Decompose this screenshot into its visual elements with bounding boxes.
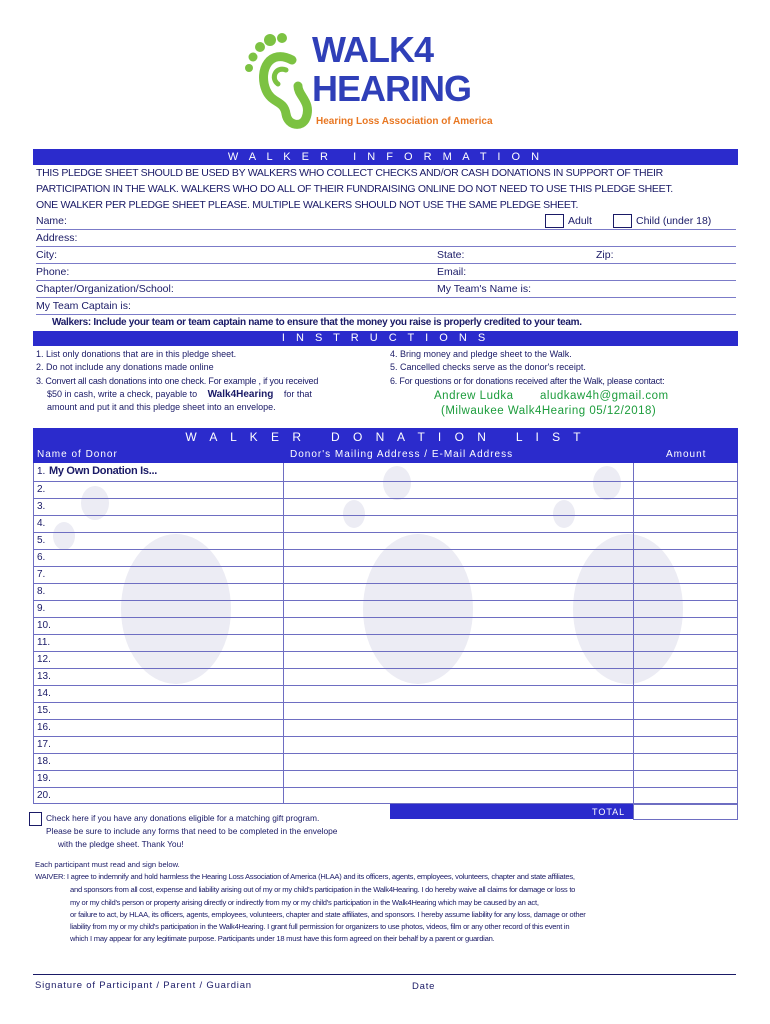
intro-line-2: PARTICIPATION IN THE WALK. WALKERS WHO DO ALL OF THEIR FUNDRAISING ONLINE DO NOT NEED TO USE THIS PLEDGE SHEET. bbox=[36, 183, 673, 195]
date-label: Date bbox=[412, 981, 436, 992]
total-label: TOTAL bbox=[592, 807, 626, 817]
row-number: 7. bbox=[37, 569, 46, 580]
matching-gift-checkbox[interactable] bbox=[29, 812, 42, 826]
row-number: 17. bbox=[37, 739, 51, 750]
donation-divider-2 bbox=[633, 463, 634, 803]
instruction-3b-post: for that bbox=[283, 389, 312, 399]
waiver-line-1: WAIVER: I agree to indemnify and hold harmless the Hearing Loss Association of America (HLAA) and its officers, agents, employees, volunteers, chapter and state affiliates, bbox=[35, 872, 575, 881]
instruction-3b bbox=[47, 389, 312, 400]
team-note: Walkers: Include your team or team captain name to ensure that the money you raise is properly credited to your team. bbox=[52, 317, 582, 328]
footprint-ear-icon bbox=[240, 30, 320, 130]
waiver-intro: Each participant must read and sign below. bbox=[35, 860, 180, 869]
donation-right-border bbox=[737, 463, 738, 820]
intro-line-1: THIS PLEDGE SHEET SHOULD BE USED BY WALKERS WHO COLLECT CHECKS AND/OR CASH DONATIONS IN SUPPORT OF THEIR bbox=[36, 167, 663, 179]
child-label: Child (under 18) bbox=[636, 215, 712, 227]
row-number: 16. bbox=[37, 722, 51, 733]
child-checkbox[interactable] bbox=[613, 214, 632, 228]
signature-line[interactable] bbox=[33, 974, 736, 975]
row-number: 9. bbox=[37, 603, 46, 614]
own-donation-label: My Own Donation Is... bbox=[49, 465, 157, 477]
row-number: 20. bbox=[37, 790, 51, 801]
name-field[interactable] bbox=[36, 229, 736, 230]
waiver-line-3: my or my child's person or property arising directly or indirectly from my or my child's participation in the Walk4Hearing which may be caused by an act, bbox=[70, 898, 539, 907]
instruction-3b-payee: Walk4Hearing bbox=[207, 389, 274, 400]
row-number: 2. bbox=[37, 484, 46, 495]
team-captain-field[interactable] bbox=[36, 314, 736, 315]
waiver-line-6: which I may appear for any legitimate purpose. Participants under 18 must have this form agreed on their behalf by a parent or guardian. bbox=[70, 934, 495, 943]
city-label: City: bbox=[36, 249, 57, 261]
row-number: 3. bbox=[37, 501, 46, 512]
row-number: 6. bbox=[37, 552, 46, 563]
row-number: 5. bbox=[37, 535, 46, 546]
walk4hearing-logo bbox=[240, 30, 510, 135]
email-label: Email: bbox=[437, 266, 467, 278]
team-name-label: My Team's Name is: bbox=[437, 283, 531, 295]
row-number: 14. bbox=[37, 688, 51, 699]
address-field[interactable] bbox=[36, 246, 736, 247]
walker-information-header: W A L K E R I N F O R M A T I O N bbox=[33, 149, 738, 165]
signature-label: Signature of Participant / Parent / Guardian bbox=[35, 980, 252, 991]
matching-line-1: Check here if you have any donations eligible for a matching gift program. bbox=[46, 813, 320, 823]
row-number: 18. bbox=[37, 756, 51, 767]
phone-email-field[interactable] bbox=[36, 280, 736, 281]
row-number: 4. bbox=[37, 518, 46, 529]
adult-label: Adult bbox=[568, 215, 592, 227]
instruction-2: 2. Do not include any donations made online bbox=[36, 362, 214, 372]
logo-subtitle: Hearing Loss Association of America bbox=[316, 116, 493, 127]
waiver-line-2: and sponsors from all cost, expense and liability arising out of my or my child's participation in the Walk4Hearing. I do hereby waive all claims for damage or loss to bbox=[70, 885, 576, 894]
col-amount: Amount bbox=[666, 449, 707, 460]
donation-list-header: W A L K E R D O N A T I O N L I S T bbox=[33, 428, 738, 446]
contact-email[interactable]: aludkaw4h@gmail.com bbox=[540, 390, 669, 402]
row-number: 15. bbox=[37, 705, 51, 716]
instruction-6: 6. For questions or for donations received after the Walk, please contact: bbox=[390, 376, 665, 386]
chapter-label: Chapter/Organization/School: bbox=[36, 283, 174, 295]
instruction-5: 5. Cancelled checks serve as the donor's receipt. bbox=[390, 362, 586, 372]
team-captain-label: My Team Captain is: bbox=[36, 300, 131, 312]
waiver-line-5: liability from my or my child's participation in the Walk4Hearing. I grant full permission for organizers to use photos, videos, film or any other record of this event in bbox=[70, 922, 570, 931]
logo-line-walk4: WALK4 bbox=[312, 29, 433, 70]
address-label: Address: bbox=[36, 232, 78, 244]
chapter-team-field[interactable] bbox=[36, 297, 736, 298]
row-number: 11. bbox=[37, 637, 51, 648]
row-number: 10. bbox=[37, 620, 51, 631]
contact-event: (Milwaukee Walk4Hearing 05/12/2018) bbox=[441, 405, 657, 417]
instruction-3a: 3. Convert all cash donations into one check. For example , if you received bbox=[36, 376, 319, 386]
instruction-4: 4. Bring money and pledge sheet to the Walk. bbox=[390, 349, 572, 359]
col-donor-address: Donor's Mailing Address / E-Mail Address bbox=[290, 449, 514, 460]
instruction-3c: amount and put it and this pledge sheet into an envelope. bbox=[47, 402, 276, 412]
instructions-header: I N S T R U C T I O N S bbox=[33, 331, 738, 346]
total-amount-field[interactable] bbox=[633, 804, 738, 820]
instruction-3b-pre: $50 in cash, write a check, payable to bbox=[47, 389, 198, 399]
name-label: Name: bbox=[36, 215, 67, 227]
logo-line-hearing: HEARING bbox=[312, 68, 472, 109]
phone-label: Phone: bbox=[36, 266, 70, 278]
adult-checkbox[interactable] bbox=[545, 214, 564, 228]
donation-divider-1 bbox=[283, 463, 284, 803]
row-number: 8. bbox=[37, 586, 46, 597]
row-number: 19. bbox=[37, 773, 51, 784]
donation-left-border bbox=[33, 463, 34, 803]
row-number: 12. bbox=[37, 654, 51, 665]
row-number: 1. bbox=[37, 466, 46, 477]
intro-line-3: ONE WALKER PER PLEDGE SHEET PLEASE. MULTIPLE WALKERS SHOULD NOT USE THE SAME PLEDGE SHEET. bbox=[36, 199, 579, 211]
matching-line-3: with the pledge sheet. Thank You! bbox=[58, 839, 184, 849]
col-name-of-donor: Name of Donor bbox=[37, 449, 118, 460]
row-number: 13. bbox=[37, 671, 51, 682]
contact-name: Andrew Ludka bbox=[434, 390, 514, 402]
zip-label: Zip: bbox=[596, 249, 614, 261]
matching-line-2: Please be sure to include any forms that need to be completed in the envelope bbox=[46, 826, 338, 836]
city-state-zip-field[interactable] bbox=[36, 263, 736, 264]
state-label: State: bbox=[437, 249, 465, 261]
instruction-1: 1. List only donations that are in this pledge sheet. bbox=[36, 349, 237, 359]
waiver-line-4: or failure to act, by HLAA, its officers, agents, employees, volunteers, chapter and state affiliates, and sponsors. I hereby assume liability for any loss, damage or other bbox=[70, 910, 586, 919]
